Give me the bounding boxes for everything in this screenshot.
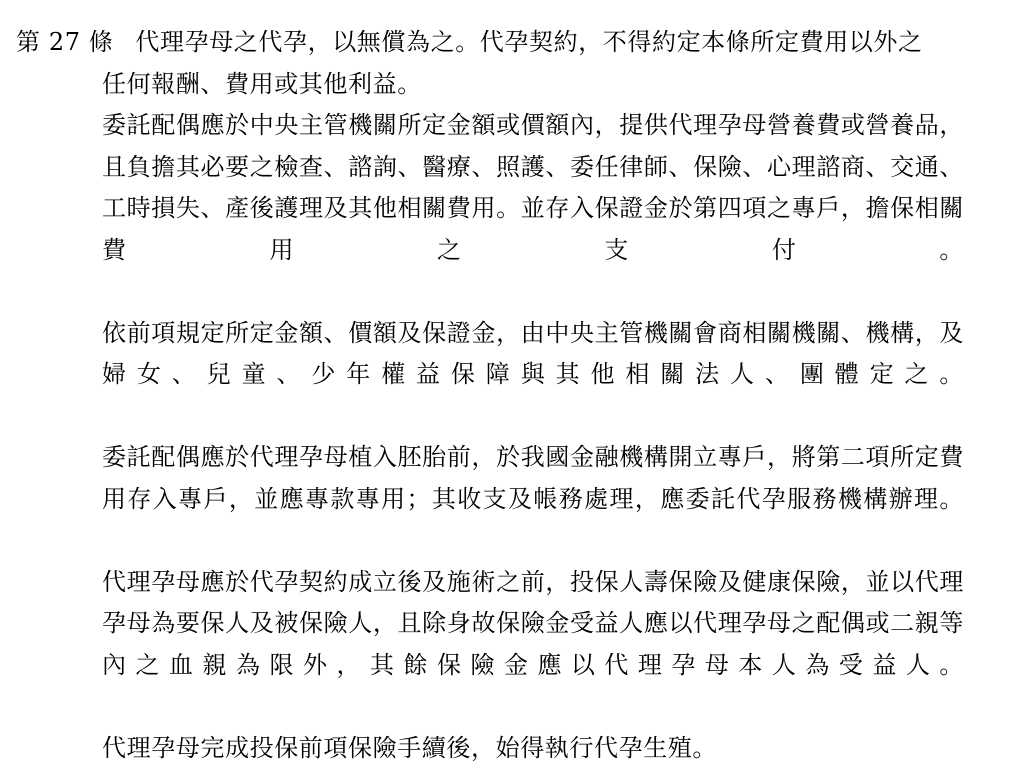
article-first-line-text: 代理孕母之代孕，以無償為之。代孕契約，不得約定本條所定費用以外之 [135, 22, 964, 64]
article-27 [14, 22, 964, 769]
paragraph-4: 委託配偶應於代理孕母植入胚胎前，於我國金融機構開立專戶，將第二項所定費用存入專戶，並應專款專用；其收支及帳務處理，應委託代孕服務機構辦理。 [14, 437, 964, 562]
article-number: 第 27 條 [14, 22, 135, 64]
paragraph-5: 代理孕母應於代孕契約成立後及施術之前，投保人壽保險及健康保險，並以代理孕母為要保人及被保險人，且除身故保險金受益人應以代理孕母之配偶或二親等內之血親為限外，其餘保險金應以代理孕母本人為受益人。 [14, 562, 964, 728]
paragraph-2: 委託配偶應於中央主管機關所定金額或價額內，提供代理孕母營養費或營養品，且負擔其必要之檢查、諮詢、醫療、照護、委任律師、保險、心理諮商、交通、工時損失、產後護理及其他相關費用。並存入保證金於第四項之專戶，擔保相關費用之支付。 [14, 105, 964, 313]
article-first-line [14, 22, 964, 64]
paragraph-6: 代理孕母完成投保前項保險手續後，始得執行代孕生殖。 [14, 728, 964, 769]
paragraph-1-continuation: 任何報酬、費用或其他利益。 [14, 64, 964, 106]
paragraph-3: 依前項規定所定金額、價額及保證金，由中央主管機關會商相關機關、機構，及婦女、兒童、少年權益保障與其他相關法人、團體定之。 [14, 313, 964, 438]
